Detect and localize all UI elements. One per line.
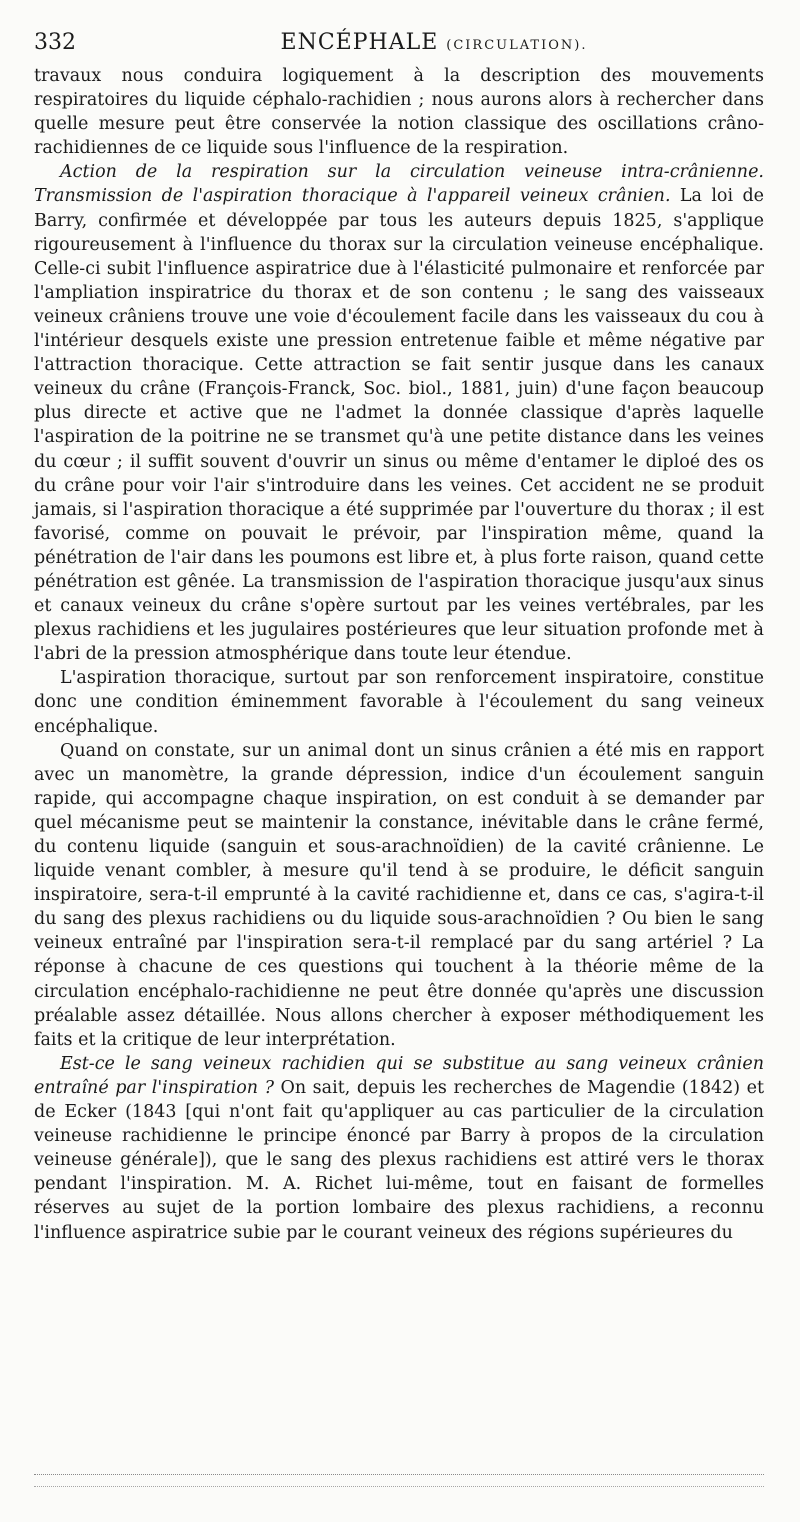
paragraph-text: On sait, depuis les recherches de Magendie (1842) et de Ecker (1843 [qui n'ont fait qu'appliquer au cas particulier de la circulation veineuse rachidienne le principe énoncé par Barry à propos de la circulation veineuse générale]), que le sang des plexus rachidiens est attiré vers le thorax pendant l'inspiration. M. A. Richet lui-même, tout en faisant de formelles réserves au sujet de la portion lombaire des plexus rachidiens, a reconnu l'influence aspiratrice subie par le courant veineux des régions supérieures du	[34, 1077, 765, 1243]
paragraph	[34, 739, 764, 1052]
paragraph-text: Quand on constate, sur un animal dont un sinus crânien a été mis en rapport avec un manomètre, la grande dépression, indice d'un écoulement sanguin rapide, qui accompagne chaque inspiration, on est conduit à se demander par quel mécanisme peut se maintenir la constance, inévitable dans le crâne fermé, du contenu liquide (sanguin et sous-arachnoïdien) de la cavité crânienne. Le liquide venant combler, à mesure qu'il tend à se produire, le déficit sanguin inspiratoire, sera-t-il emprunté à la cavité rachidienne et, dans ce cas, s'agira-t-il du sang des plexus rachidiens ou du liquide sous-arachnoïdien ? Ou bien le sang veineux entraîné par l'inspiration sera-t-il remplacé par du sang artériel ? La réponse à chacune de ces questions qui touchent à la théorie même de la circulation encéphalo-rachidienne ne peut être donnée qu'après une discussion préalable assez détaillée. Nous allons chercher à exposer méthodiquement les faits et la critique de leur interprétation.	[34, 740, 764, 1050]
paragraph	[34, 64, 764, 160]
paragraph	[34, 666, 764, 738]
paragraph-text: La loi de Barry, confirmée et développée par tous les auteurs depuis 1825, s'applique rigoureusement à l'influence du thorax sur la circulation veineuse encéphalique. Celle-ci subit l'influence aspiratrice due à l'élasticité pulmonaire et renforcée par l'ampliation inspiratrice du thorax et de son contenu ; le sang des vaisseaux veineux crâniens trouve une voie d'écoulement facile dans les vaisseaux du cou à l'intérieur desquels existe une pression entretenue faible et même négative par l'attraction thoracique. Cette attraction se fait sentir jusque dans les canaux veineux du crâne (François-Franck, Soc. biol., 1881, juin) d'une façon beaucoup plus directe et active que ne l'admet la donnée classique d'après laquelle l'aspiration de la poitrine ne se transmet qu'à une petite distance dans les veines du cœur ; il suffit souvent d'ouvrir un sinus ou même d'entamer le diploé des os du crâne pour voir l'air s'introduire dans les veines. Cet accident ne se produit jamais, si l'aspiration thoracique a été supprimée par l'ouverture du thorax ; il est favorisé, comme on pouvait le prévoir, par l'inspiration même, quand la pénétration de l'air dans les poumons est libre et, à plus forte raison, quand cette pénétration est gênée. La transmission de l'aspiration thoracique jusqu'aux sinus et canaux veineux du crâne s'opère surtout par les veines vertébrales, par les plexus rachidiens et les jugulaires postérieures que leur situation profonde met à l'abri de la pression atmosphérique dans toute leur étendue.	[34, 186, 764, 665]
footer-rule	[34, 1486, 764, 1487]
running-subtitle: (CIRCULATION).	[446, 38, 588, 53]
page-header	[34, 26, 764, 60]
paragraph-lead: Action de la respiration sur la circulation veineuse intra-crânienne. Transmission de l'aspiration thoracique à l'appareil veineux crânien.	[34, 162, 764, 207]
page-number: 332	[34, 30, 76, 55]
paragraph-text: travaux nous conduira logiquement à la description des mouvements respiratoires du liquide céphalo-rachidien ; nous aurons alors à rechercher dans quelle mesure peut être conservée la notion classique des oscillations crâno-rachidiennes de ce liquide sous l'influence de la respiration.	[34, 66, 764, 159]
paragraph	[34, 1052, 764, 1245]
paragraph-lead: Est-ce le sang veineux rachidien qui se substitue au sang veineux crânien entraîné par l'inspiration ?	[34, 1053, 764, 1098]
running-head	[34, 26, 764, 63]
body-text	[34, 64, 764, 1245]
footer-rule	[34, 1474, 764, 1475]
paragraph	[34, 160, 764, 666]
paragraph-text: L'aspiration thoracique, surtout par son renforcement inspiratoire, constitue donc une condition éminemment favorable à l'écoulement du sang veineux encéphalique.	[34, 668, 764, 737]
running-title: ENCÉPHALE	[280, 30, 439, 55]
